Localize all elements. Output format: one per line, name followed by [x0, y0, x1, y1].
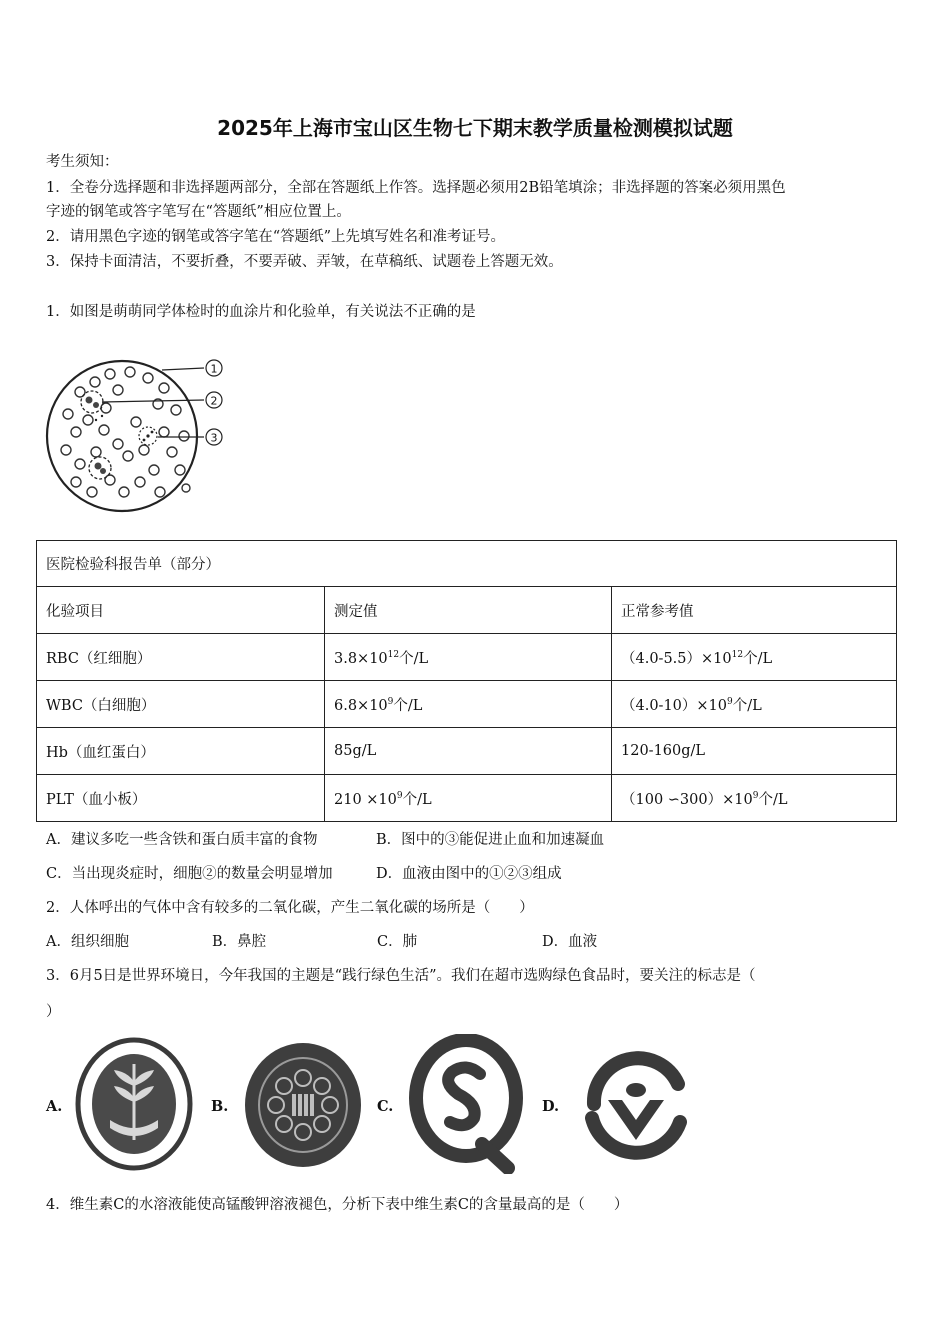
- row-item: PLT（血小板）: [37, 775, 325, 822]
- q1-option-b: B．图中的③能促进止血和加速凝血: [376, 832, 605, 848]
- q3-option-a-label: A.: [46, 1098, 63, 1115]
- page-title: 2025年上海市宝山区生物七下期末教学质量检测模拟试题: [217, 116, 733, 140]
- q2-option-b: B．鼻腔: [212, 934, 267, 950]
- table-header: 化验项目: [37, 587, 325, 634]
- row-item: Hb（血红蛋白）: [37, 728, 325, 775]
- table-row: [37, 775, 897, 822]
- q3-logo-b-seal-icon: [242, 1040, 364, 1170]
- q1-option-d: D．血液由图中的①②③组成: [376, 866, 562, 882]
- platelets-3: [95, 415, 154, 442]
- figure-label-3: 3: [210, 431, 218, 445]
- q3-option-c-label: C.: [377, 1098, 394, 1115]
- row-reference: $(4.0-10)\times 10^9$个/L: [612, 681, 897, 728]
- q1-option-c: C．当出现炎症时，细胞②的数量会明显增加: [46, 866, 333, 882]
- table-header: 正常参考值: [612, 587, 897, 634]
- row-item: WBC（白细胞）: [37, 681, 325, 728]
- notice-line-1a: 1．全卷分选择题和非选择题两部分，全部在答题纸上作答。选择题必须用2B铅笔填涂；非选择题的答案必须用黑色: [46, 180, 786, 196]
- notice-line-1b: 字迹的钢笔或答字笔写在“答题纸”相应位置上。: [46, 204, 351, 220]
- q2-stem: 2．人体呼出的气体中含有较多的二氧化碳，产生二氧化碳的场所是（ ）: [46, 900, 534, 916]
- q3-stem-end: ）: [46, 1004, 61, 1020]
- row-value: $3.8\times 10^{12}$个/L: [325, 634, 612, 681]
- q1-option-a: A．建议多吃一些含铁和蛋白质丰富的食物: [46, 832, 318, 848]
- white-blood-cell-2: [81, 391, 103, 413]
- notice-heading: 考生须知：: [46, 154, 119, 170]
- table-row: [37, 681, 897, 728]
- row-value: 85g/L: [325, 728, 612, 775]
- row-value: $6.8\times 10^9$个/L: [325, 681, 612, 728]
- red-blood-cells: [61, 367, 190, 497]
- table-header: 测定值: [325, 587, 612, 634]
- notice-line-2: 2．请用黑色字迹的钢笔或答字笔在“答题纸”上先填写姓名和准考证号。: [46, 229, 506, 245]
- table-caption: 医院检验科报告单（部分）: [37, 541, 897, 587]
- notice-line-3: 3．保持卡面清洁，不要折叠，不要弄破、弄皱，在草稿纸、试题卷上答题无效。: [46, 254, 563, 270]
- q2-option-a: A．组织细胞: [46, 934, 129, 950]
- q3-option-d-label: D.: [542, 1098, 560, 1115]
- q3-option-b-label: B.: [211, 1098, 229, 1115]
- q2-option-d: D．血液: [542, 934, 598, 950]
- q3-logo-c-qs-icon: [408, 1034, 524, 1174]
- row-item: RBC（红细胞）: [37, 634, 325, 681]
- row-reference: $(4.0-5.5)\times 10^{12}$个/L: [612, 634, 897, 681]
- row-value: $210 \times 10^9$个/L: [325, 775, 612, 822]
- row-reference: （100 $∽300)\times 10^9$个/L: [612, 775, 897, 822]
- q3-logo-d-organic-icon: [578, 1044, 694, 1166]
- q2-option-c: C．肺: [377, 934, 418, 950]
- lab-report-table: [36, 540, 897, 822]
- q1-stem: 1．如图是萌萌同学体检时的血涂片和化验单，有关说法不正确的是: [46, 304, 476, 320]
- table-row: [37, 728, 897, 775]
- figure-label-1: 1: [210, 362, 218, 376]
- table-row: [37, 634, 897, 681]
- smear-outline: [47, 361, 197, 511]
- row-reference: 120-160g/L: [612, 728, 897, 775]
- q4-stem: 4．维生素C的水溶液能使高锰酸钾溶液褪色，分析下表中维生素C的含量最高的是（ ）: [46, 1197, 629, 1213]
- q3-stem: 3．6月5日是世界环境日，今年我国的主题是“践行绿色生活”。我们在超市选购绿色食品时，要关注的标志是（: [46, 968, 756, 984]
- figure-label-2: 2: [210, 394, 218, 408]
- q3-logo-a-green-food-icon: [74, 1036, 194, 1172]
- blood-smear-figure: [40, 352, 240, 520]
